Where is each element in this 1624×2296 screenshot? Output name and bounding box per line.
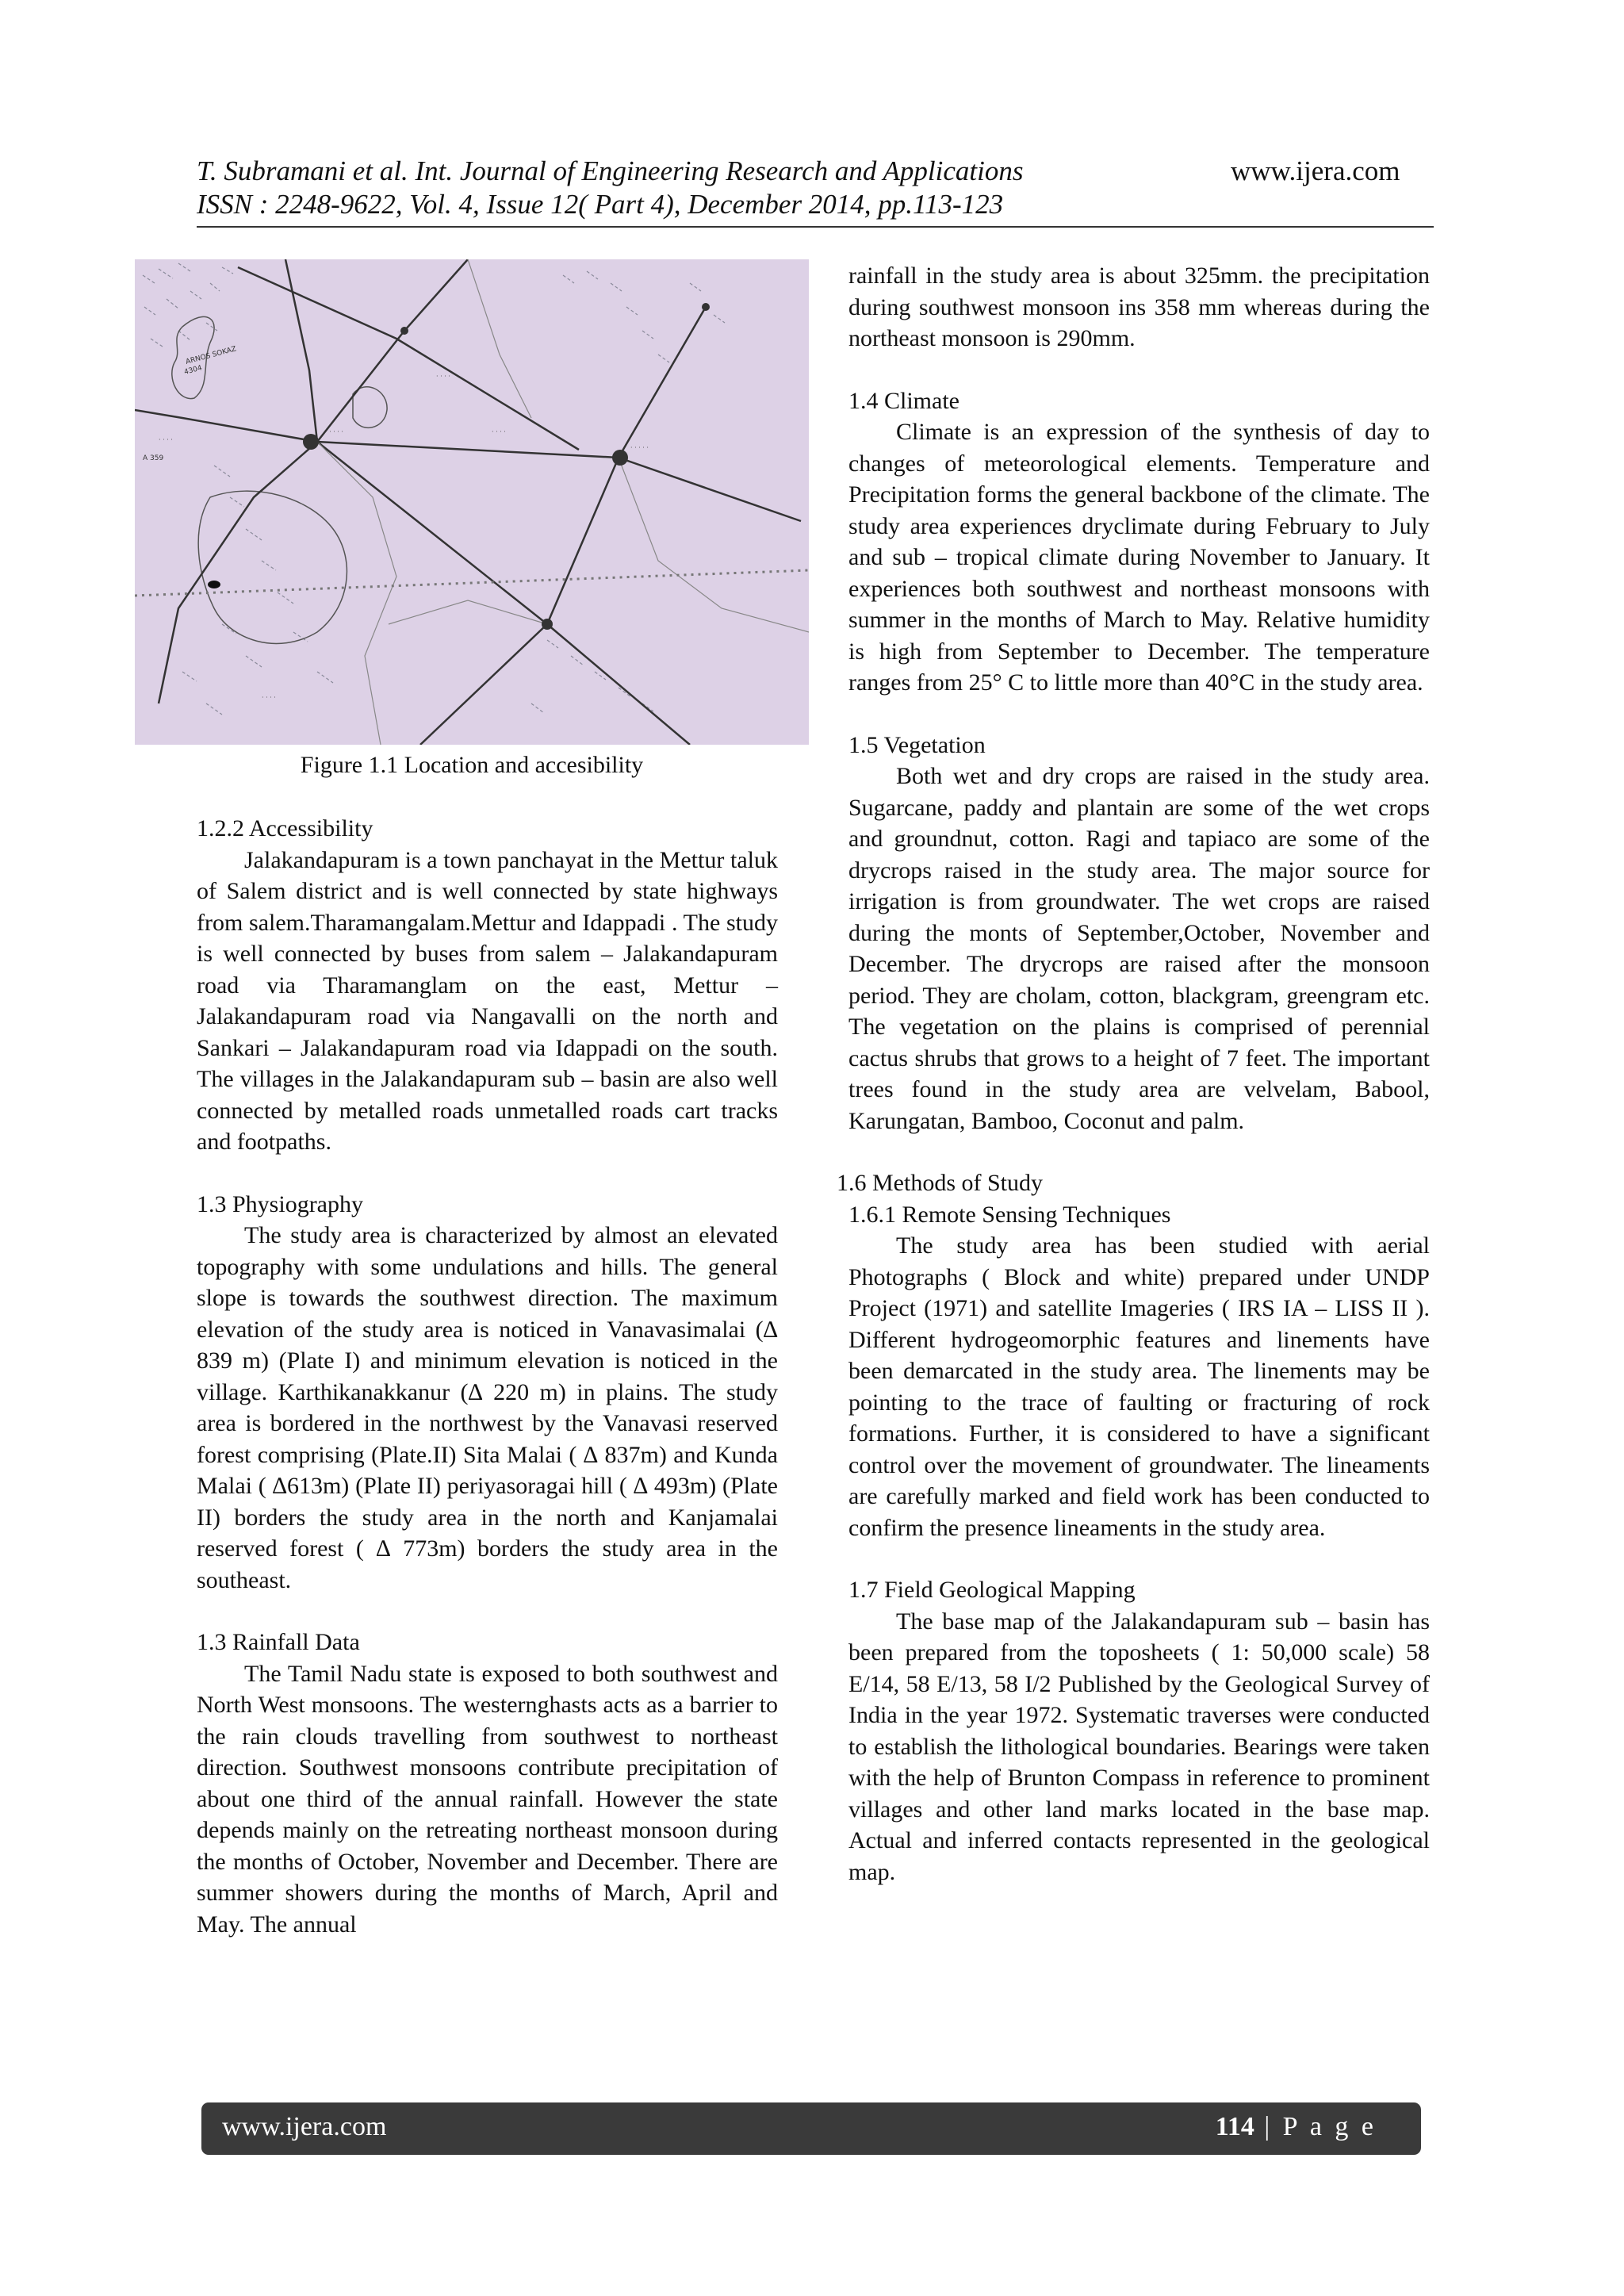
- physiography-heading: 1.3 Physiography: [197, 1190, 363, 1217]
- methods-heading: 1.6 Methods of Study: [837, 1170, 1044, 1196]
- railway-line: [135, 570, 809, 596]
- svg-text:· · · · ·: · · · · ·: [630, 444, 649, 451]
- location-map-figure: [135, 259, 809, 745]
- remote-sensing-paragraph: The study area has been studied with aerial Photographs ( Block and white) prepared under UNDP Project (1971) and satellite Imageries ( IRS IA – LISS II ). Different hydrogeomorphic features and linements have been demarcated in the study area. The linements may be pointing to the trace of faulting or fracturing of rock formations. Further, it is considered to have a significant control over the movement of groundwater. The lineaments are carefully marked and field work has been conducted to confirm the presence lineaments in the study area.: [848, 1232, 1430, 1541]
- journal-title: T. Subramani et al. Int. Journal of Engineering Research and Applications: [197, 155, 1024, 186]
- svg-text:· · · ·: · · · ·: [159, 436, 173, 443]
- figure-caption: Figure 1.1 Location and accesibility: [300, 752, 644, 778]
- journal-url[interactable]: www.ijera.com: [1231, 155, 1400, 186]
- map-label-arnos: ARNOS SOKAZ: [185, 345, 238, 366]
- svg-text:· · · ·: · · · ·: [492, 428, 506, 435]
- page-footer: [201, 2102, 1421, 2155]
- climate-heading: 1.4 Climate: [848, 387, 959, 414]
- map-label-a359: A 359: [143, 454, 164, 462]
- svg-text:· · · · ·: · · · · ·: [325, 428, 343, 435]
- accessibility-heading: 1.2.2 Accessibility: [197, 815, 373, 841]
- right-column: [837, 260, 1430, 1888]
- field-mapping-heading: 1.7 Field Geological Mapping: [848, 1577, 1136, 1603]
- rainfall-paragraph: The Tamil Nadu state is exposed to both southwest and North West monsoons. The westernghasts acts as a barrier to the rain clouds travelling from southwest to northeast direction. Southwest monsoons contribute precipitation of about one third of the annual rainfall. However the state depends mainly on the retreating northeast monsoon during the months of October, November and December. There are summer showers during the months of March, April and May. The annual: [197, 1660, 778, 1938]
- rainfall-heading: 1.3 Rainfall Data: [197, 1629, 360, 1655]
- climate-paragraph: Climate is an expression of the synthesis of day to changes of meteorological elements. Temperature and Precipitation forms the general backbone of the climate. The study area experiences dryclimate during February to July and sub – tropical climate during November to January. It experiences both southwest and northeast monsoons with summer in the months of March to May. Relative humidity is high from September to December. The temperature ranges from 25° C to little more than 40°C in the study area.: [848, 419, 1430, 696]
- header-rule: [197, 226, 1434, 228]
- main-roads: [135, 259, 801, 745]
- vegetation-heading: 1.5 Vegetation: [848, 731, 986, 758]
- field-mapping-paragraph: The base map of the Jalakandapuram sub – basin has been prepared from the toposheets ( 1: 50,000 scale) 58 E/14, 58 E/13, 58 I/2 Published by the Geological Survey of India in the year 1972. Systematic traverses were conducted to establish the lithological boundaries. Bearings were taken with the help of Brunton Compass in reference to prominent villages and other land marks located in the base map. Actual and inferred contacts represented in the geological map.: [848, 1608, 1430, 1885]
- physiography-paragraph: The study area is characterized by almost an elevated topography with some undulations and hills. The general slope is towards the southwest direction. The maximum elevation of the study area is noticed in Vanavasimalai (∆ 839 m) (Plate I) and minimum elevation is noticed in the village. Karthikanakkanur (∆ 220 m) in plains. The study area is bordered in the northwest by the Vanavasi reserved forest comprising (Plate.II) Sita Malai ( ∆ 837m) and Kunda Malai ( ∆613m) (Plate II) periyasoragai hill ( ∆ 493m) (Plate II) borders the study area in the north and Kanjamalai reserved forest ( ∆ 773m) borders the study area in the southeast.: [197, 1222, 778, 1593]
- left-column: [197, 813, 778, 1940]
- svg-text:· · · ·: · · · ·: [436, 373, 450, 380]
- footer-url[interactable]: www.ijera.com: [222, 2112, 387, 2141]
- issn-line: ISSN : 2248-9622, Vol. 4, Issue 12( Part 4), December 2014, pp.113-123: [197, 189, 1004, 220]
- map-small-labels: [159, 373, 649, 701]
- remote-sensing-heading: 1.6.1 Remote Sensing Techniques: [848, 1201, 1171, 1228]
- map-label-4304: 4304: [183, 364, 203, 377]
- page-indicator: [1216, 2112, 1377, 2142]
- page-label: | P a g e: [1264, 2112, 1377, 2141]
- page-number: 114: [1215, 2112, 1254, 2141]
- rainfall-continuation: rainfall in the study area is about 325mm. the precipitation during southwest monsoon ins 358 mm whereas during the northeast monsoon is 290mm.: [848, 263, 1430, 351]
- location-map: [135, 259, 809, 745]
- minor-roads: [317, 259, 809, 745]
- hill-hatching: [143, 263, 725, 715]
- accessibility-paragraph: Jalakandapuram is a town panchayat in the Mettur taluk of Salem district and is well connected by state highways from salem.Tharamangalam.Mettur and Idappadi . The study is well connected by buses from salem – Jalakandapuram road via Tharamanglam on the east, Mettur – Jalakandapuram road via Nangavalli on the north and Sankari – Jalakandapuram road via Idappadi on the south. The villages in the Jalakandapuram sub – basin are also well connected by metalled roads unmetalled roads cart tracks and footpaths.: [197, 846, 778, 1155]
- vegetation-paragraph: Both wet and dry crops are raised in the study area. Sugarcane, paddy and plantain are some of the wet crops and groundnut, cotton. Ragi and tapiaco are some of the drycrops raised in the study area. The major source for irrigation is from groundwater. The wet crops are raised during the monts of September,October, November and December. The drycrops are raised after the monsoon period. They are cholam, cotton, blackgram, greengram etc. The vegetation on the plains is comprised of perennial cactus shrubs that grows to a height of 7 feet. The important trees found in the study area are velvelam, Babool, Karungatan, Bamboo, Coconut and palm.: [848, 763, 1430, 1134]
- town-markers: [208, 303, 710, 630]
- svg-text:· · · ·: · · · ·: [262, 694, 276, 701]
- hill-outlines: [172, 316, 387, 643]
